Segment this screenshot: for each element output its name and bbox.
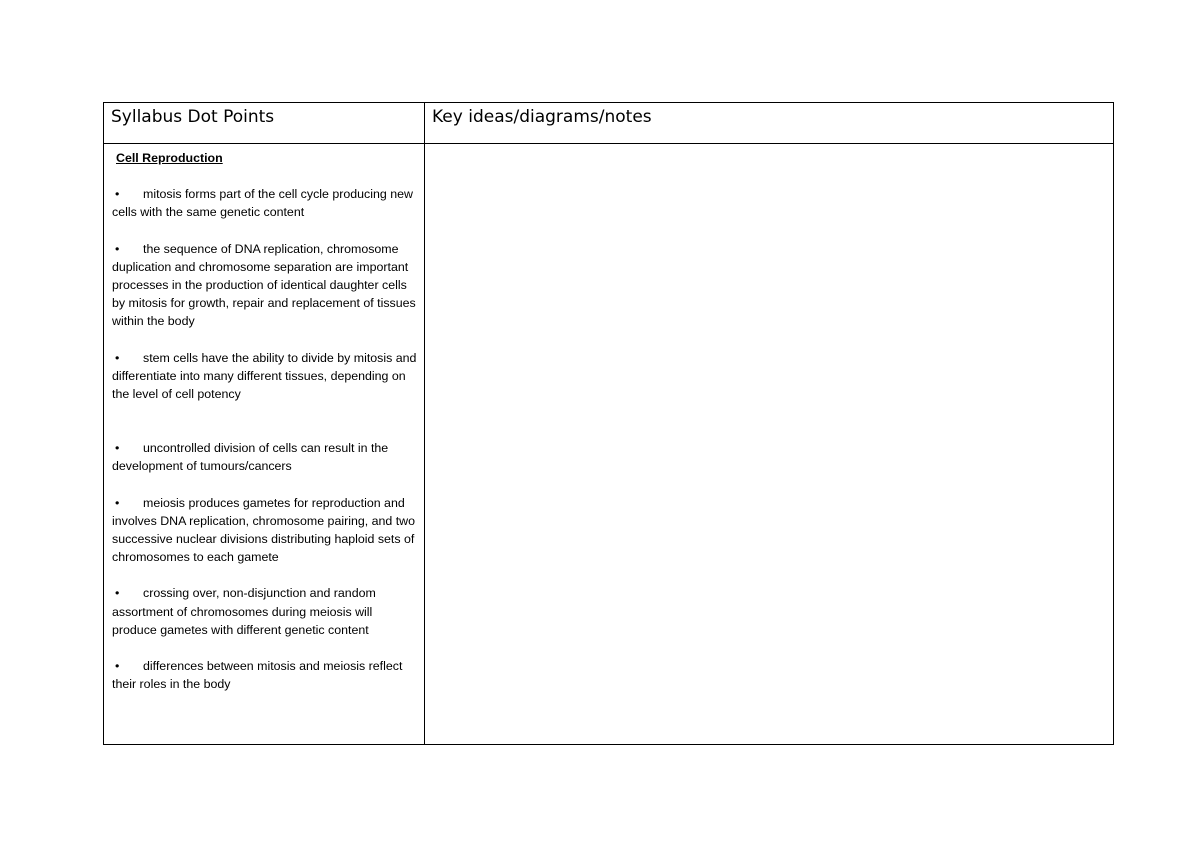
dot-point-1	[112, 185, 418, 221]
dot-point-text: stem cells have the ability to divide by mitosis and differentiate into many different tissues, depending on the level of cell potency	[112, 350, 417, 402]
bullet-icon: •	[115, 586, 120, 601]
key-ideas-notes-cell[interactable]	[425, 144, 1114, 745]
dot-point-text: crossing over, non-disjunction and random assortment of chromosomes during meiosis will produce gametes with different genetic content	[112, 586, 376, 637]
dot-point-text: differences between mitosis and meiosis reflect their roles in the body	[112, 659, 403, 692]
dot-point-4	[112, 439, 418, 475]
dot-point-text: the sequence of DNA replication, chromosome duplication and chromosome separation are important processes in the production of identical daughter cells by mitosis for growth, repair and replacement of tissues within the body	[112, 241, 416, 329]
dot-point-2	[112, 240, 418, 331]
bullet-icon: •	[115, 241, 120, 256]
dot-point-6	[112, 584, 418, 639]
bullet-icon: •	[115, 441, 120, 456]
syllabus-dot-points-cell	[104, 144, 425, 745]
dot-point-text: mitosis forms part of the cell cycle producing new cells with the same genetic content	[112, 187, 413, 220]
dot-point-7	[112, 657, 418, 693]
dot-point-5	[112, 494, 418, 567]
dot-point-text: meiosis produces gametes for reproduction and involves DNA replication, chromosome pairing, and two successive nuclear divisions distributing haploid sets of chromosomes to each gamete	[112, 495, 416, 565]
bullet-icon: •	[115, 350, 120, 365]
dot-point-3	[112, 349, 418, 404]
bullet-icon: •	[115, 187, 120, 202]
header-syllabus-dot-points: Syllabus Dot Points	[104, 103, 425, 144]
table-content-row	[104, 144, 1114, 745]
dot-point-text: uncontrolled division of cells can result in the development of tumours/cancers	[112, 441, 389, 474]
syllabus-table	[103, 102, 1114, 745]
section-title-cell-reproduction: Cell Reproduction	[116, 151, 223, 165]
table-bottom-border	[103, 744, 1114, 745]
table-header-row	[104, 103, 1114, 144]
header-key-ideas: Key ideas/diagrams/notes	[425, 103, 1114, 144]
bullet-icon: •	[115, 495, 120, 510]
bullet-icon: •	[115, 659, 120, 674]
